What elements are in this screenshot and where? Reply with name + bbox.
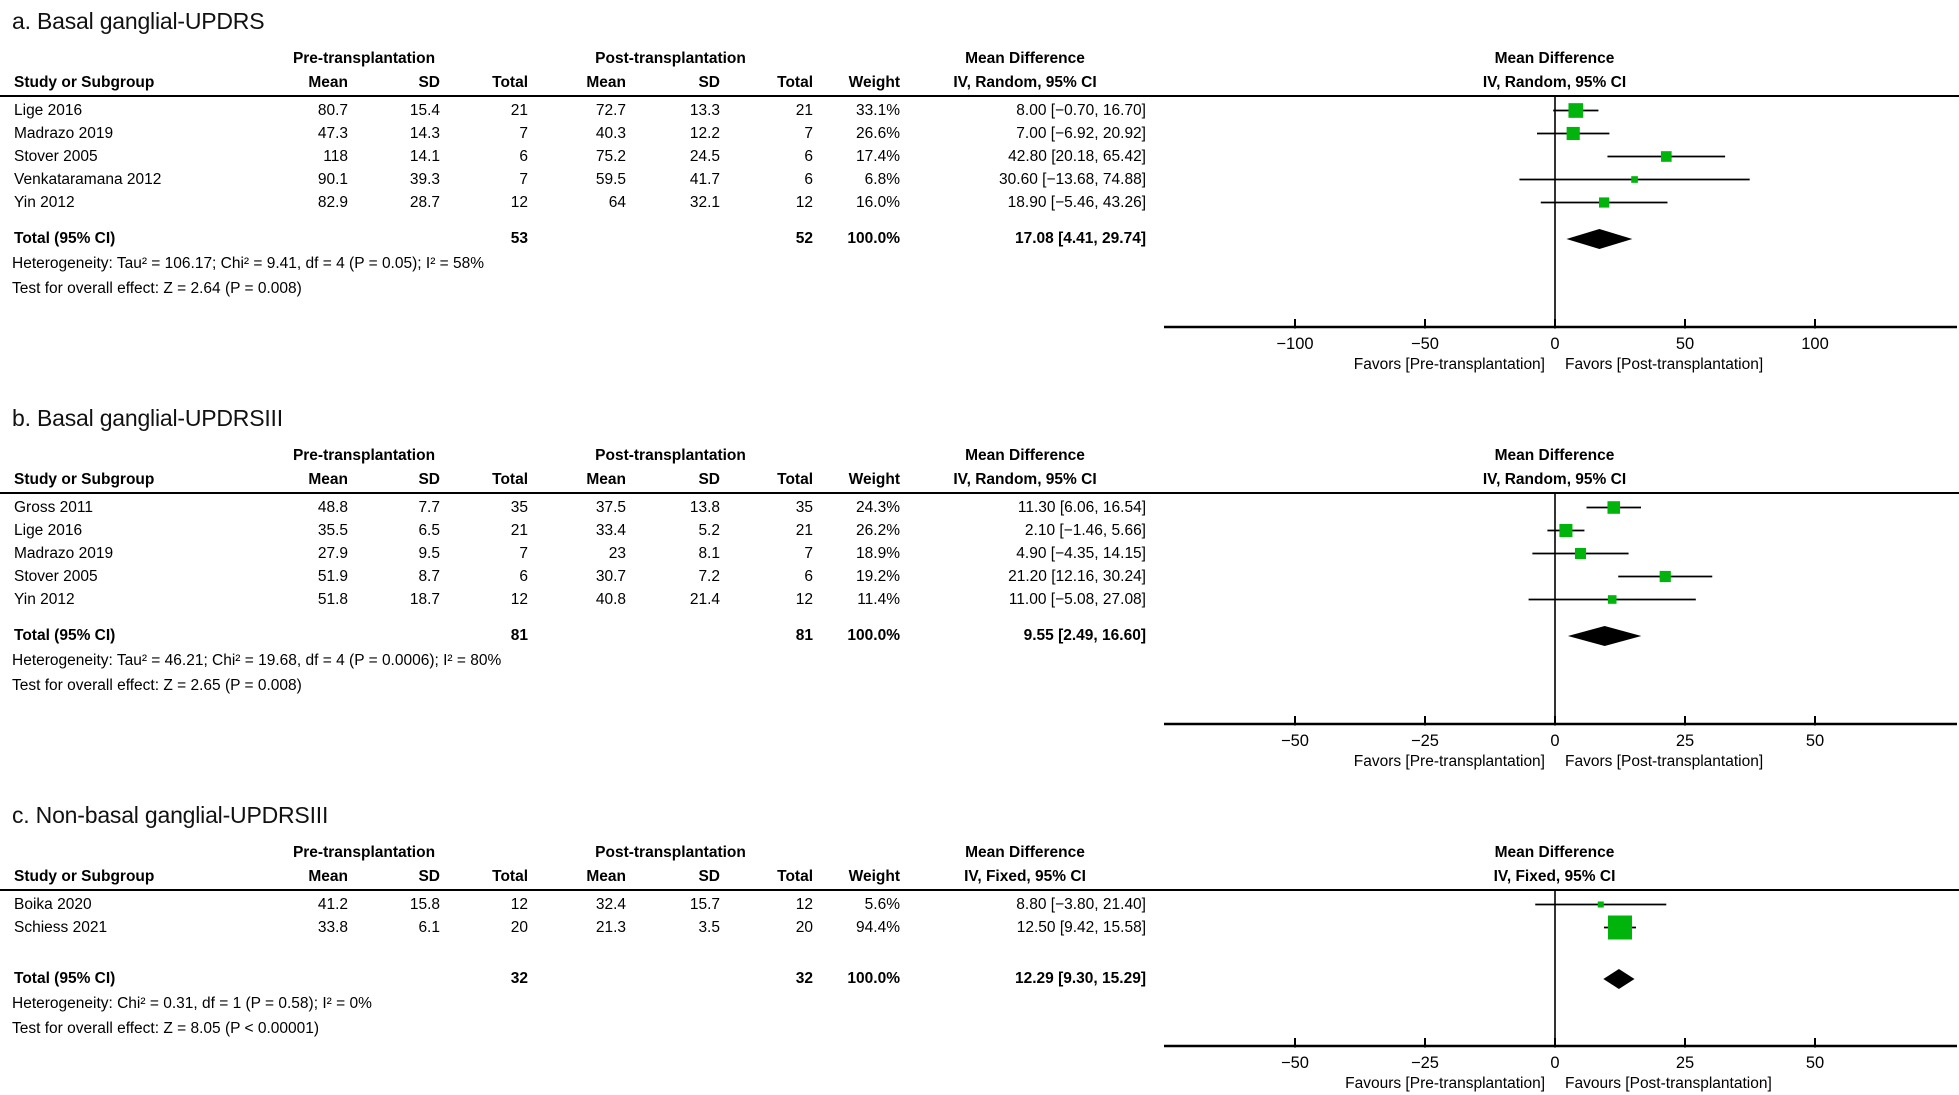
pre-sd-cell: 28.7 [409, 194, 440, 211]
mean-difference-header: Mean Difference [965, 447, 1085, 464]
favors-right-label: Favors [Post-transplantation] [1565, 356, 1764, 373]
axis-tick-label: −50 [1281, 732, 1309, 750]
study-label: Stover 2005 [14, 148, 98, 165]
axis-tick-label: −50 [1281, 1054, 1309, 1072]
study-marker [1608, 916, 1632, 940]
pre-group-header: Pre-transplantation [292, 447, 436, 464]
col-weight: Weight [848, 74, 900, 91]
pre-sd-cell: 7.7 [418, 499, 440, 516]
col-mean: Mean [586, 74, 626, 91]
plot-header-md: Mean Difference [1494, 844, 1615, 861]
post-sd-cell: 3.5 [698, 919, 720, 936]
axis-tick-label: 100 [1801, 335, 1829, 353]
study-label: Boika 2020 [14, 896, 92, 913]
total-post-total: 32 [795, 970, 813, 987]
table-header [0, 841, 1959, 891]
pre-total-cell: 35 [510, 499, 528, 516]
post-mean-cell: 72.7 [595, 102, 626, 119]
plot-header [1150, 841, 1959, 889]
study-marker [1661, 151, 1672, 162]
col-mean: Mean [308, 471, 348, 488]
pre-total-cell: 12 [510, 591, 528, 608]
axis-tick-label: 50 [1805, 732, 1825, 750]
col-model: IV, Random, 95% CI [953, 471, 1097, 488]
post-total-cell: 20 [795, 919, 813, 936]
col-total: Total [777, 868, 813, 885]
study-label: Gross 2011 [14, 499, 93, 516]
post-mean-cell: 64 [608, 194, 626, 211]
axis-tick-label: −100 [1276, 335, 1314, 353]
post-mean-cell: 75.2 [595, 148, 626, 165]
pre-total-cell: 21 [510, 102, 528, 119]
post-group-header: Post-transplantation [595, 844, 746, 861]
forest-plot-b [1150, 494, 1959, 774]
pre-total-cell: 7 [519, 125, 528, 142]
pre-total-cell: 12 [510, 896, 528, 913]
favors-left-label: Favors [Pre-transplantation] [1353, 356, 1545, 373]
axis-tick-label: 25 [1675, 1054, 1695, 1072]
favors-left-label: Favours [Pre-transplantation] [1345, 1075, 1545, 1092]
pre-sd-cell: 8.7 [418, 568, 440, 585]
study-row [0, 916, 1150, 939]
ci-cell: 8.80 [−3.80, 21.40] [1016, 896, 1146, 913]
pre-mean-cell: 80.7 [317, 102, 348, 119]
col-sd: SD [418, 868, 440, 885]
weight-cell: 19.2% [856, 568, 900, 585]
study-marker [1660, 571, 1671, 582]
post-total-cell: 7 [804, 545, 813, 562]
pre-total-cell: 6 [519, 568, 528, 585]
study-row [0, 893, 1150, 916]
col-sd: SD [418, 471, 440, 488]
study-row [0, 565, 1150, 588]
post-mean-cell: 40.3 [595, 125, 626, 142]
pre-mean-cell: 47.3 [317, 125, 348, 142]
pre-sd-cell: 14.1 [409, 148, 440, 165]
total-weight: 100.0% [847, 970, 900, 987]
total-pre-total: 81 [510, 627, 528, 644]
pre-total-cell: 7 [519, 171, 528, 188]
pre-mean-cell: 27.9 [317, 545, 348, 562]
study-rows [0, 891, 1150, 939]
pre-mean-cell: 82.9 [317, 194, 348, 211]
favors-right-label: Favors [Post-transplantation] [1565, 753, 1764, 770]
weight-cell: 24.3% [856, 499, 900, 516]
post-total-cell: 21 [795, 102, 813, 119]
study-label: Lige 2016 [14, 102, 83, 119]
panel-title: a. Basal ganglial-UPDRS [12, 8, 265, 34]
study-marker [1575, 548, 1586, 559]
study-marker [1599, 197, 1609, 207]
pre-sd-cell: 9.5 [418, 545, 440, 562]
total-weight: 100.0% [847, 627, 900, 644]
study-marker [1568, 103, 1583, 118]
post-mean-cell: 40.8 [595, 591, 626, 608]
total-post-total: 52 [795, 230, 813, 247]
study-label: Schiess 2021 [14, 919, 108, 936]
study-marker [1631, 176, 1638, 183]
total-row [0, 227, 1150, 251]
pre-mean-cell: 51.8 [317, 591, 348, 608]
post-sd-cell: 15.7 [689, 896, 720, 913]
post-group-header: Post-transplantation [595, 447, 746, 464]
post-sd-cell: 8.1 [698, 545, 720, 562]
study-label: Yin 2012 [14, 591, 75, 608]
col-weight: Weight [848, 868, 900, 885]
post-mean-cell: 30.7 [595, 568, 626, 585]
ci-cell: 42.80 [20.18, 65.42] [1008, 148, 1146, 165]
post-sd-cell: 21.4 [689, 591, 720, 608]
heterogeneity-note: Heterogeneity: Tau² = 46.21; Chi² = 19.68, df = 4 (P = 0.0006); I² = 80% [12, 652, 502, 669]
col-mean: Mean [308, 74, 348, 91]
weight-cell: 18.9% [856, 545, 900, 562]
col-total: Total [777, 74, 813, 91]
pre-sd-cell: 39.3 [409, 171, 440, 188]
pooled-diamond [1568, 626, 1641, 646]
ci-cell: 8.00 [−0.70, 16.70] [1016, 102, 1146, 119]
pre-sd-cell: 18.7 [409, 591, 440, 608]
ci-cell: 12.50 [9.42, 15.58] [1016, 919, 1146, 936]
total-label: Total (95% CI) [14, 230, 116, 247]
col-total: Total [492, 74, 528, 91]
study-row [0, 496, 1150, 519]
pre-total-cell: 6 [519, 148, 528, 165]
ci-cell: 30.60 [−13.68, 74.88] [999, 171, 1146, 188]
total-weight: 100.0% [847, 230, 900, 247]
col-sd: SD [418, 74, 440, 91]
weight-cell: 26.6% [856, 125, 900, 142]
plot-header [1150, 47, 1959, 95]
ci-cell: 11.00 [−5.08, 27.08] [1008, 591, 1146, 608]
pre-mean-cell: 90.1 [317, 171, 348, 188]
study-row [0, 122, 1150, 145]
study-row [0, 145, 1150, 168]
study-rows [0, 97, 1150, 214]
total-ci: 17.08 [4.41, 29.74] [1015, 230, 1146, 247]
plot-header-model: IV, Random, 95% CI [1482, 471, 1627, 488]
study-row [0, 191, 1150, 214]
col-study: Study or Subgroup [14, 74, 155, 91]
axis-tick-label: 50 [1805, 1054, 1825, 1072]
plot-header [1150, 444, 1959, 492]
pre-sd-cell: 6.5 [418, 522, 440, 539]
weight-cell: 6.8% [864, 171, 900, 188]
panel-basal-ganglial-updrsiii [0, 405, 1959, 774]
axis-tick-label: 50 [1675, 335, 1695, 353]
total-label: Total (95% CI) [14, 970, 116, 987]
plot-header-md: Mean Difference [1494, 50, 1615, 67]
ci-cell: 2.10 [−1.46, 5.66] [1024, 522, 1146, 539]
post-total-cell: 12 [795, 591, 813, 608]
total-row [0, 624, 1150, 648]
axis-tick-label: −50 [1411, 335, 1439, 353]
study-row [0, 542, 1150, 565]
overall-test-note: Test for overall effect: Z = 8.05 (P < 0.00001) [12, 1020, 320, 1037]
axis-tick-label: 0 [1550, 1054, 1560, 1072]
column-header-row [0, 865, 1150, 889]
col-mean: Mean [586, 868, 626, 885]
study-label: Stover 2005 [14, 568, 98, 585]
forest-plot-a [1150, 97, 1959, 377]
ci-cell: 4.90 [−4.35, 14.15] [1016, 545, 1146, 562]
column-header-row [0, 468, 1150, 492]
study-rows [0, 494, 1150, 611]
col-study: Study or Subgroup [14, 868, 155, 885]
pre-mean-cell: 118 [323, 148, 348, 165]
group-header-row [0, 444, 1150, 468]
post-total-cell: 35 [795, 499, 813, 516]
study-label: Lige 2016 [14, 522, 83, 539]
study-label: Madrazo 2019 [14, 125, 114, 142]
overall-test-note: Test for overall effect: Z = 2.65 (P = 0.008) [12, 677, 302, 694]
axis-tick-label: −25 [1411, 1054, 1439, 1072]
forest-plot-c [1150, 891, 1959, 1095]
study-label: Yin 2012 [14, 194, 75, 211]
ci-cell: 18.90 [−5.46, 43.26] [1007, 194, 1146, 211]
post-sd-cell: 32.1 [689, 194, 720, 211]
weight-cell: 17.4% [856, 148, 900, 165]
plot-header-model: IV, Fixed, 95% CI [1493, 868, 1616, 885]
post-mean-cell: 23 [608, 545, 626, 562]
panel-non-basal-ganglial-updrsiii [0, 802, 1959, 1095]
pre-mean-cell: 48.8 [317, 499, 348, 516]
col-weight: Weight [848, 471, 900, 488]
study-label: Madrazo 2019 [14, 545, 114, 562]
study-marker [1598, 901, 1604, 907]
post-sd-cell: 13.8 [689, 499, 720, 516]
weight-cell: 26.2% [856, 522, 900, 539]
post-sd-cell: 12.2 [689, 125, 720, 142]
table-header [0, 444, 1959, 494]
pooled-diamond [1603, 969, 1634, 989]
col-mean: Mean [586, 471, 626, 488]
pre-mean-cell: 33.8 [317, 919, 348, 936]
weight-cell: 94.4% [856, 919, 900, 936]
mean-difference-header: Mean Difference [965, 844, 1085, 861]
plot-header-md: Mean Difference [1494, 447, 1615, 464]
favors-left-label: Favors [Pre-transplantation] [1353, 753, 1545, 770]
pre-group-header: Pre-transplantation [292, 844, 436, 861]
post-total-cell: 12 [795, 896, 813, 913]
axis-tick-label: 0 [1550, 335, 1560, 353]
axis-tick-label: 25 [1675, 732, 1695, 750]
heterogeneity-note: Heterogeneity: Tau² = 106.17; Chi² = 9.41, df = 4 (P = 0.05); I² = 58% [12, 255, 485, 272]
ci-cell: 7.00 [−6.92, 20.92] [1016, 125, 1146, 142]
weight-cell: 11.4% [857, 591, 900, 608]
post-mean-cell: 37.5 [595, 499, 626, 516]
pre-total-cell: 21 [510, 522, 528, 539]
col-model: IV, Fixed, 95% CI [964, 868, 1086, 885]
study-row [0, 588, 1150, 611]
post-total-cell: 6 [804, 568, 813, 585]
pre-sd-cell: 6.1 [418, 919, 440, 936]
mean-difference-header: Mean Difference [965, 50, 1085, 67]
total-label: Total (95% CI) [14, 627, 116, 644]
col-total: Total [492, 868, 528, 885]
post-total-cell: 6 [804, 148, 813, 165]
pre-total-cell: 7 [519, 545, 528, 562]
pre-mean-cell: 51.9 [317, 568, 348, 585]
total-pre-total: 32 [510, 970, 528, 987]
post-sd-cell: 41.7 [689, 171, 720, 188]
pooled-diamond [1566, 229, 1632, 249]
study-row [0, 168, 1150, 191]
study-row [0, 99, 1150, 122]
col-sd: SD [698, 868, 720, 885]
study-label: Venkataramana 2012 [14, 171, 162, 188]
weight-cell: 33.1% [856, 102, 900, 119]
study-marker [1567, 127, 1580, 140]
overall-test-note: Test for overall effect: Z = 2.64 (P = 0.008) [12, 280, 302, 297]
panel-title: c. Non-basal ganglial-UPDRSIII [12, 802, 329, 828]
plot-header-model: IV, Random, 95% CI [1482, 74, 1627, 91]
study-marker [1559, 524, 1572, 537]
total-ci: 9.55 [2.49, 16.60] [1023, 627, 1146, 644]
post-mean-cell: 33.4 [595, 522, 626, 539]
total-row [0, 967, 1150, 991]
pre-total-cell: 12 [510, 194, 528, 211]
favors-right-label: Favours [Post-transplantation] [1565, 1075, 1772, 1092]
pre-mean-cell: 41.2 [317, 896, 348, 913]
col-sd: SD [698, 471, 720, 488]
panel-title: b. Basal ganglial-UPDRSIII [12, 405, 283, 431]
post-mean-cell: 21.3 [595, 919, 626, 936]
total-ci: 12.29 [9.30, 15.29] [1015, 970, 1146, 987]
post-sd-cell: 13.3 [689, 102, 720, 119]
total-post-total: 81 [795, 627, 813, 644]
post-mean-cell: 32.4 [595, 896, 626, 913]
post-mean-cell: 59.5 [595, 171, 626, 188]
total-pre-total: 53 [510, 230, 528, 247]
ci-cell: 21.20 [12.16, 30.24] [1008, 568, 1146, 585]
pre-sd-cell: 15.8 [409, 896, 440, 913]
col-total: Total [777, 471, 813, 488]
study-marker [1607, 501, 1620, 514]
panel-basal-ganglial-updrs [0, 8, 1959, 377]
weight-cell: 5.6% [864, 896, 900, 913]
ci-cell: 11.30 [6.06, 16.54] [1017, 499, 1146, 516]
axis-tick-label: −25 [1411, 732, 1439, 750]
group-header-row [0, 841, 1150, 865]
col-total: Total [492, 471, 528, 488]
col-sd: SD [698, 74, 720, 91]
post-sd-cell: 7.2 [698, 568, 720, 585]
post-total-cell: 12 [795, 194, 813, 211]
study-marker [1608, 595, 1617, 604]
post-total-cell: 21 [795, 522, 813, 539]
pre-total-cell: 20 [510, 919, 528, 936]
col-mean: Mean [308, 868, 348, 885]
group-header-row [0, 47, 1150, 71]
pre-group-header: Pre-transplantation [292, 50, 436, 67]
heterogeneity-note: Heterogeneity: Chi² = 0.31, df = 1 (P = 0.58); I² = 0% [12, 995, 372, 1012]
post-total-cell: 7 [804, 125, 813, 142]
col-study: Study or Subgroup [14, 471, 155, 488]
column-header-row [0, 71, 1150, 95]
pre-mean-cell: 35.5 [317, 522, 348, 539]
weight-cell: 16.0% [856, 194, 900, 211]
pre-sd-cell: 14.3 [409, 125, 440, 142]
col-model: IV, Random, 95% CI [953, 74, 1097, 91]
axis-tick-label: 0 [1550, 732, 1560, 750]
post-sd-cell: 5.2 [698, 522, 720, 539]
post-sd-cell: 24.5 [689, 148, 720, 165]
pre-sd-cell: 15.4 [409, 102, 440, 119]
study-row [0, 519, 1150, 542]
table-header [0, 47, 1959, 97]
post-total-cell: 6 [804, 171, 813, 188]
post-group-header: Post-transplantation [595, 50, 746, 67]
